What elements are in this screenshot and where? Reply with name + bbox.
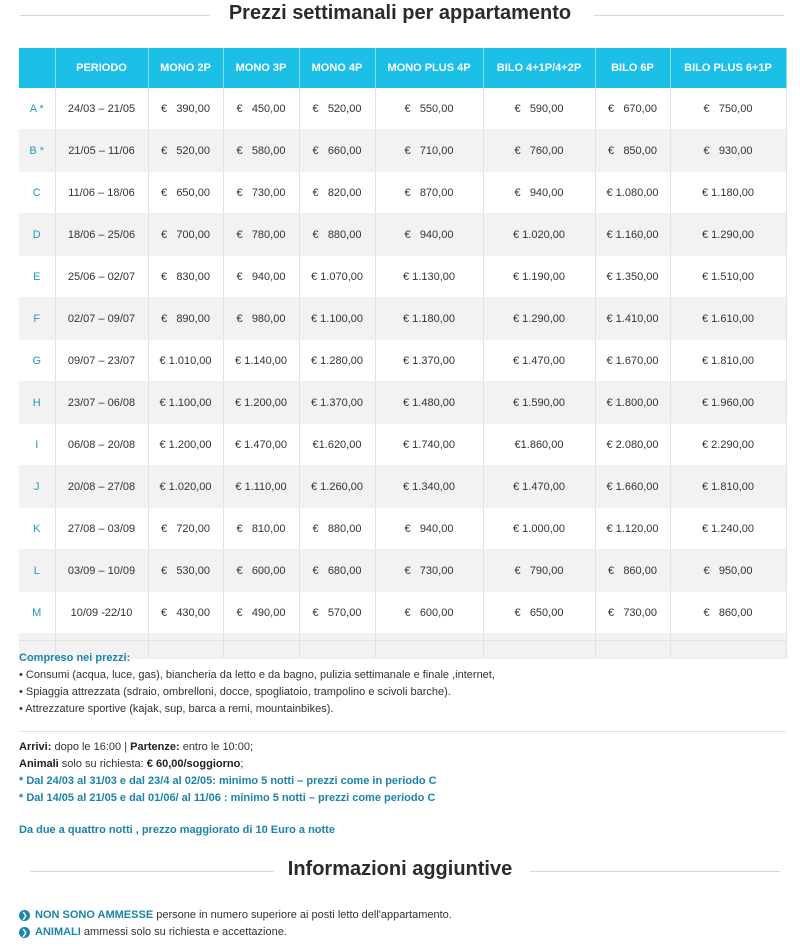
empty-cell <box>595 634 670 659</box>
period-dates-cell: 27/08 – 03/09 <box>55 508 148 550</box>
period-dates-cell: 24/03 – 21/05 <box>55 88 148 130</box>
price-cell: € 700,00 <box>148 214 223 256</box>
price-cell: € 1.190,00 <box>483 256 595 298</box>
table-row <box>19 508 786 550</box>
price-cell: € 1.180,00 <box>375 298 483 340</box>
price-cell: € 1.080,00 <box>595 172 670 214</box>
period-code-cell: B * <box>19 130 55 172</box>
heading-divider <box>30 871 280 872</box>
price-cell: € 670,00 <box>595 88 670 130</box>
price-cell: € 940,00 <box>375 214 483 256</box>
price-cell: € 830,00 <box>148 256 223 298</box>
divider <box>19 640 786 641</box>
period-code-cell: F <box>19 298 55 340</box>
price-cell: € 1.160,00 <box>595 214 670 256</box>
price-cell: € 1.740,00 <box>375 424 483 466</box>
period-code-cell: K <box>19 508 55 550</box>
animali-text: solo su richiesta: <box>58 758 147 770</box>
info-title: Informazioni aggiuntive <box>274 858 526 881</box>
prices-table <box>19 48 787 659</box>
column-header: BILO 6P <box>595 48 670 88</box>
period-dates-cell: 21/05 – 11/06 <box>55 130 148 172</box>
price-cell: € 1.110,00 <box>223 466 299 508</box>
info-item-bold: ANIMALI <box>35 926 81 938</box>
info-heading <box>0 858 800 884</box>
heading-divider <box>530 871 780 872</box>
prices-heading <box>0 2 800 28</box>
price-cell: € 730,00 <box>375 550 483 592</box>
price-cell: € 1.350,00 <box>595 256 670 298</box>
column-header: PERIODO <box>55 48 148 88</box>
period-dates-cell: 18/06 – 25/06 <box>55 214 148 256</box>
price-cell: € 1.130,00 <box>375 256 483 298</box>
conditions-section <box>19 739 437 807</box>
partenze-label: Partenze: <box>130 741 180 753</box>
column-header: BILO 4+1P/4+2P <box>483 48 595 88</box>
price-cell: € 390,00 <box>148 88 223 130</box>
price-cell: € 650,00 <box>483 592 595 634</box>
table-row <box>19 130 786 172</box>
info-item-bold: NON SONO AMMESSE <box>35 909 154 921</box>
price-cell: €1.620,00 <box>299 424 375 466</box>
price-cell: € 650,00 <box>148 172 223 214</box>
price-cell: € 860,00 <box>670 592 786 634</box>
price-cell: € 1.340,00 <box>375 466 483 508</box>
price-cell: € 1.660,00 <box>595 466 670 508</box>
price-cell: € 600,00 <box>375 592 483 634</box>
empty-cell <box>670 634 786 659</box>
price-cell: € 1.280,00 <box>299 340 375 382</box>
arrival-departure-line <box>19 739 437 756</box>
price-cell: € 1.480,00 <box>375 382 483 424</box>
period-dates-cell: 25/06 – 02/07 <box>55 256 148 298</box>
price-cell: € 590,00 <box>483 88 595 130</box>
table-row <box>19 88 786 130</box>
price-cell: € 1.370,00 <box>299 382 375 424</box>
price-cell: € 1.140,00 <box>223 340 299 382</box>
included-heading: Compreso nei prezzi: <box>19 652 131 664</box>
price-cell: € 890,00 <box>148 298 223 340</box>
price-cell: € 790,00 <box>483 550 595 592</box>
arrow-right-circle-icon: ❯ <box>19 910 30 921</box>
heading-divider <box>20 15 210 16</box>
info-item <box>19 924 452 941</box>
animali-label: Animali <box>19 758 59 770</box>
price-cell: € 1.800,00 <box>595 382 670 424</box>
arrow-right-circle-icon: ❯ <box>19 927 30 938</box>
page-title: Prezzi settimanali per appartamento <box>215 2 585 25</box>
price-cell: € 1.470,00 <box>483 340 595 382</box>
price-cell: € 660,00 <box>299 130 375 172</box>
partenze-text: entro le 10:00; <box>179 741 254 753</box>
price-cell: € 980,00 <box>223 298 299 340</box>
price-cell: € 730,00 <box>223 172 299 214</box>
empty-cell <box>483 634 595 659</box>
table-row <box>19 172 786 214</box>
price-cell: € 1.810,00 <box>670 340 786 382</box>
period-code-cell: E <box>19 256 55 298</box>
price-cell: € 1.020,00 <box>483 214 595 256</box>
price-cell: € 950,00 <box>670 550 786 592</box>
table-row <box>19 466 786 508</box>
price-cell: € 2.080,00 <box>595 424 670 466</box>
table-row <box>19 424 786 466</box>
period-dates-cell: 11/06 – 18/06 <box>55 172 148 214</box>
period-dates-cell: 10/09 -22/10 <box>55 592 148 634</box>
price-cell: €1.860,00 <box>483 424 595 466</box>
price-cell: € 1.290,00 <box>483 298 595 340</box>
period-code-cell: G <box>19 340 55 382</box>
price-cell: € 720,00 <box>148 508 223 550</box>
period-dates-cell: 20/08 – 27/08 <box>55 466 148 508</box>
price-cell: € 1.510,00 <box>670 256 786 298</box>
price-cell: € 1.120,00 <box>595 508 670 550</box>
price-cell: € 1.200,00 <box>223 382 299 424</box>
period-code-cell: D <box>19 214 55 256</box>
column-header: BILO PLUS 6+1P <box>670 48 786 88</box>
price-cell: € 710,00 <box>375 130 483 172</box>
column-header: MONO PLUS 4P <box>375 48 483 88</box>
price-cell: € 1.470,00 <box>223 424 299 466</box>
price-cell: € 490,00 <box>223 592 299 634</box>
period-code-cell: H <box>19 382 55 424</box>
price-cell: € 880,00 <box>299 214 375 256</box>
included-item: • Attrezzature sportive (kajak, sup, barca a remi, mountainbikes). <box>19 703 334 715</box>
price-cell: € 1.410,00 <box>595 298 670 340</box>
price-cell: € 1.020,00 <box>148 466 223 508</box>
period-dates-cell: 02/07 – 09/07 <box>55 298 148 340</box>
period-dates-cell: 09/07 – 23/07 <box>55 340 148 382</box>
column-header: MONO 4P <box>299 48 375 88</box>
price-cell: € 550,00 <box>375 88 483 130</box>
column-header: MONO 3P <box>223 48 299 88</box>
period-code-cell: L <box>19 550 55 592</box>
divider <box>19 731 786 732</box>
price-cell: € 1.240,00 <box>670 508 786 550</box>
price-cell: € 1.070,00 <box>299 256 375 298</box>
heading-divider <box>594 15 784 16</box>
price-cell: € 940,00 <box>483 172 595 214</box>
price-cell: € 1.610,00 <box>670 298 786 340</box>
table-row <box>19 550 786 592</box>
table-row <box>19 214 786 256</box>
price-cell: € 1.100,00 <box>299 298 375 340</box>
price-cell: € 1.200,00 <box>148 424 223 466</box>
period-code-cell: I <box>19 424 55 466</box>
animali-price: € 60,00/soggiorno <box>146 758 241 770</box>
animali-end: ; <box>240 758 244 770</box>
period-code-cell: A * <box>19 88 55 130</box>
arrivi-text: dopo le 16:00 | <box>51 741 131 753</box>
info-item-text: ammessi solo su richiesta e accettazione. <box>80 926 287 938</box>
price-cell: € 870,00 <box>375 172 483 214</box>
price-cell: € 580,00 <box>223 130 299 172</box>
price-cell: € 810,00 <box>223 508 299 550</box>
price-cell: € 430,00 <box>148 592 223 634</box>
price-cell: € 450,00 <box>223 88 299 130</box>
column-header <box>19 48 55 88</box>
price-cell: € 570,00 <box>299 592 375 634</box>
column-header: MONO 2P <box>148 48 223 88</box>
price-cell: € 1.370,00 <box>375 340 483 382</box>
price-cell: € 1.260,00 <box>299 466 375 508</box>
table-row <box>19 382 786 424</box>
price-cell: € 730,00 <box>595 592 670 634</box>
period-code-cell: C <box>19 172 55 214</box>
price-cell: € 940,00 <box>223 256 299 298</box>
minimum-stay-note: * Dal 14/05 al 21/05 e dal 01/06/ al 11/06 : minimo 5 notti – prezzi come periodo C <box>19 792 436 804</box>
price-cell: € 1.590,00 <box>483 382 595 424</box>
price-cell: € 1.100,00 <box>148 382 223 424</box>
arrivi-label: Arrivi: <box>19 741 52 753</box>
info-item-text: persone in numero superiore ai posti letto dell'appartamento. <box>153 909 452 921</box>
price-cell: € 860,00 <box>595 550 670 592</box>
period-code-cell: M <box>19 592 55 634</box>
price-cell: € 1.290,00 <box>670 214 786 256</box>
table-row <box>19 340 786 382</box>
price-cell: € 1.810,00 <box>670 466 786 508</box>
table-row <box>19 592 786 634</box>
included-item: • Spiaggia attrezzata (sdraio, ombrelloni, docce, spogliatoio, trampolino e scivoli barche). <box>19 686 451 698</box>
period-dates-cell: 06/08 – 20/08 <box>55 424 148 466</box>
minimum-stay-note: * Dal 24/03 al 31/03 e dal 23/4 al 02/05: minimo 5 notti – prezzi come in periodo C <box>19 775 437 787</box>
period-dates-cell: 23/07 – 06/08 <box>55 382 148 424</box>
info-list <box>19 907 452 941</box>
price-cell: € 850,00 <box>595 130 670 172</box>
price-cell: € 530,00 <box>148 550 223 592</box>
price-cell: € 940,00 <box>375 508 483 550</box>
table-row <box>19 298 786 340</box>
short-stay-note: Da due a quattro notti , prezzo maggiorato di 10 Euro a notte <box>19 824 335 836</box>
price-cell: € 750,00 <box>670 88 786 130</box>
price-cell: € 1.470,00 <box>483 466 595 508</box>
price-cell: € 930,00 <box>670 130 786 172</box>
animals-line <box>19 756 437 773</box>
period-code-cell: J <box>19 466 55 508</box>
table-header-row <box>19 48 786 88</box>
price-cell: € 520,00 <box>148 130 223 172</box>
price-cell: € 880,00 <box>299 508 375 550</box>
short-stay-section <box>19 822 335 839</box>
price-cell: € 1.670,00 <box>595 340 670 382</box>
price-cell: € 1.000,00 <box>483 508 595 550</box>
period-dates-cell: 03/09 – 10/09 <box>55 550 148 592</box>
price-cell: € 2.290,00 <box>670 424 786 466</box>
table-row <box>19 256 786 298</box>
price-cell: € 760,00 <box>483 130 595 172</box>
price-cell: € 780,00 <box>223 214 299 256</box>
price-cell: € 520,00 <box>299 88 375 130</box>
included-item: • Consumi (acqua, luce, gas), biancheria da letto e da bagno, pulizia settimanale e finale ,internet, <box>19 669 495 681</box>
price-cell: € 820,00 <box>299 172 375 214</box>
included-section <box>19 650 495 718</box>
price-cell: € 1.010,00 <box>148 340 223 382</box>
price-cell: € 1.180,00 <box>670 172 786 214</box>
price-cell: € 600,00 <box>223 550 299 592</box>
price-cell: € 680,00 <box>299 550 375 592</box>
info-item <box>19 907 452 924</box>
price-cell: € 1.960,00 <box>670 382 786 424</box>
